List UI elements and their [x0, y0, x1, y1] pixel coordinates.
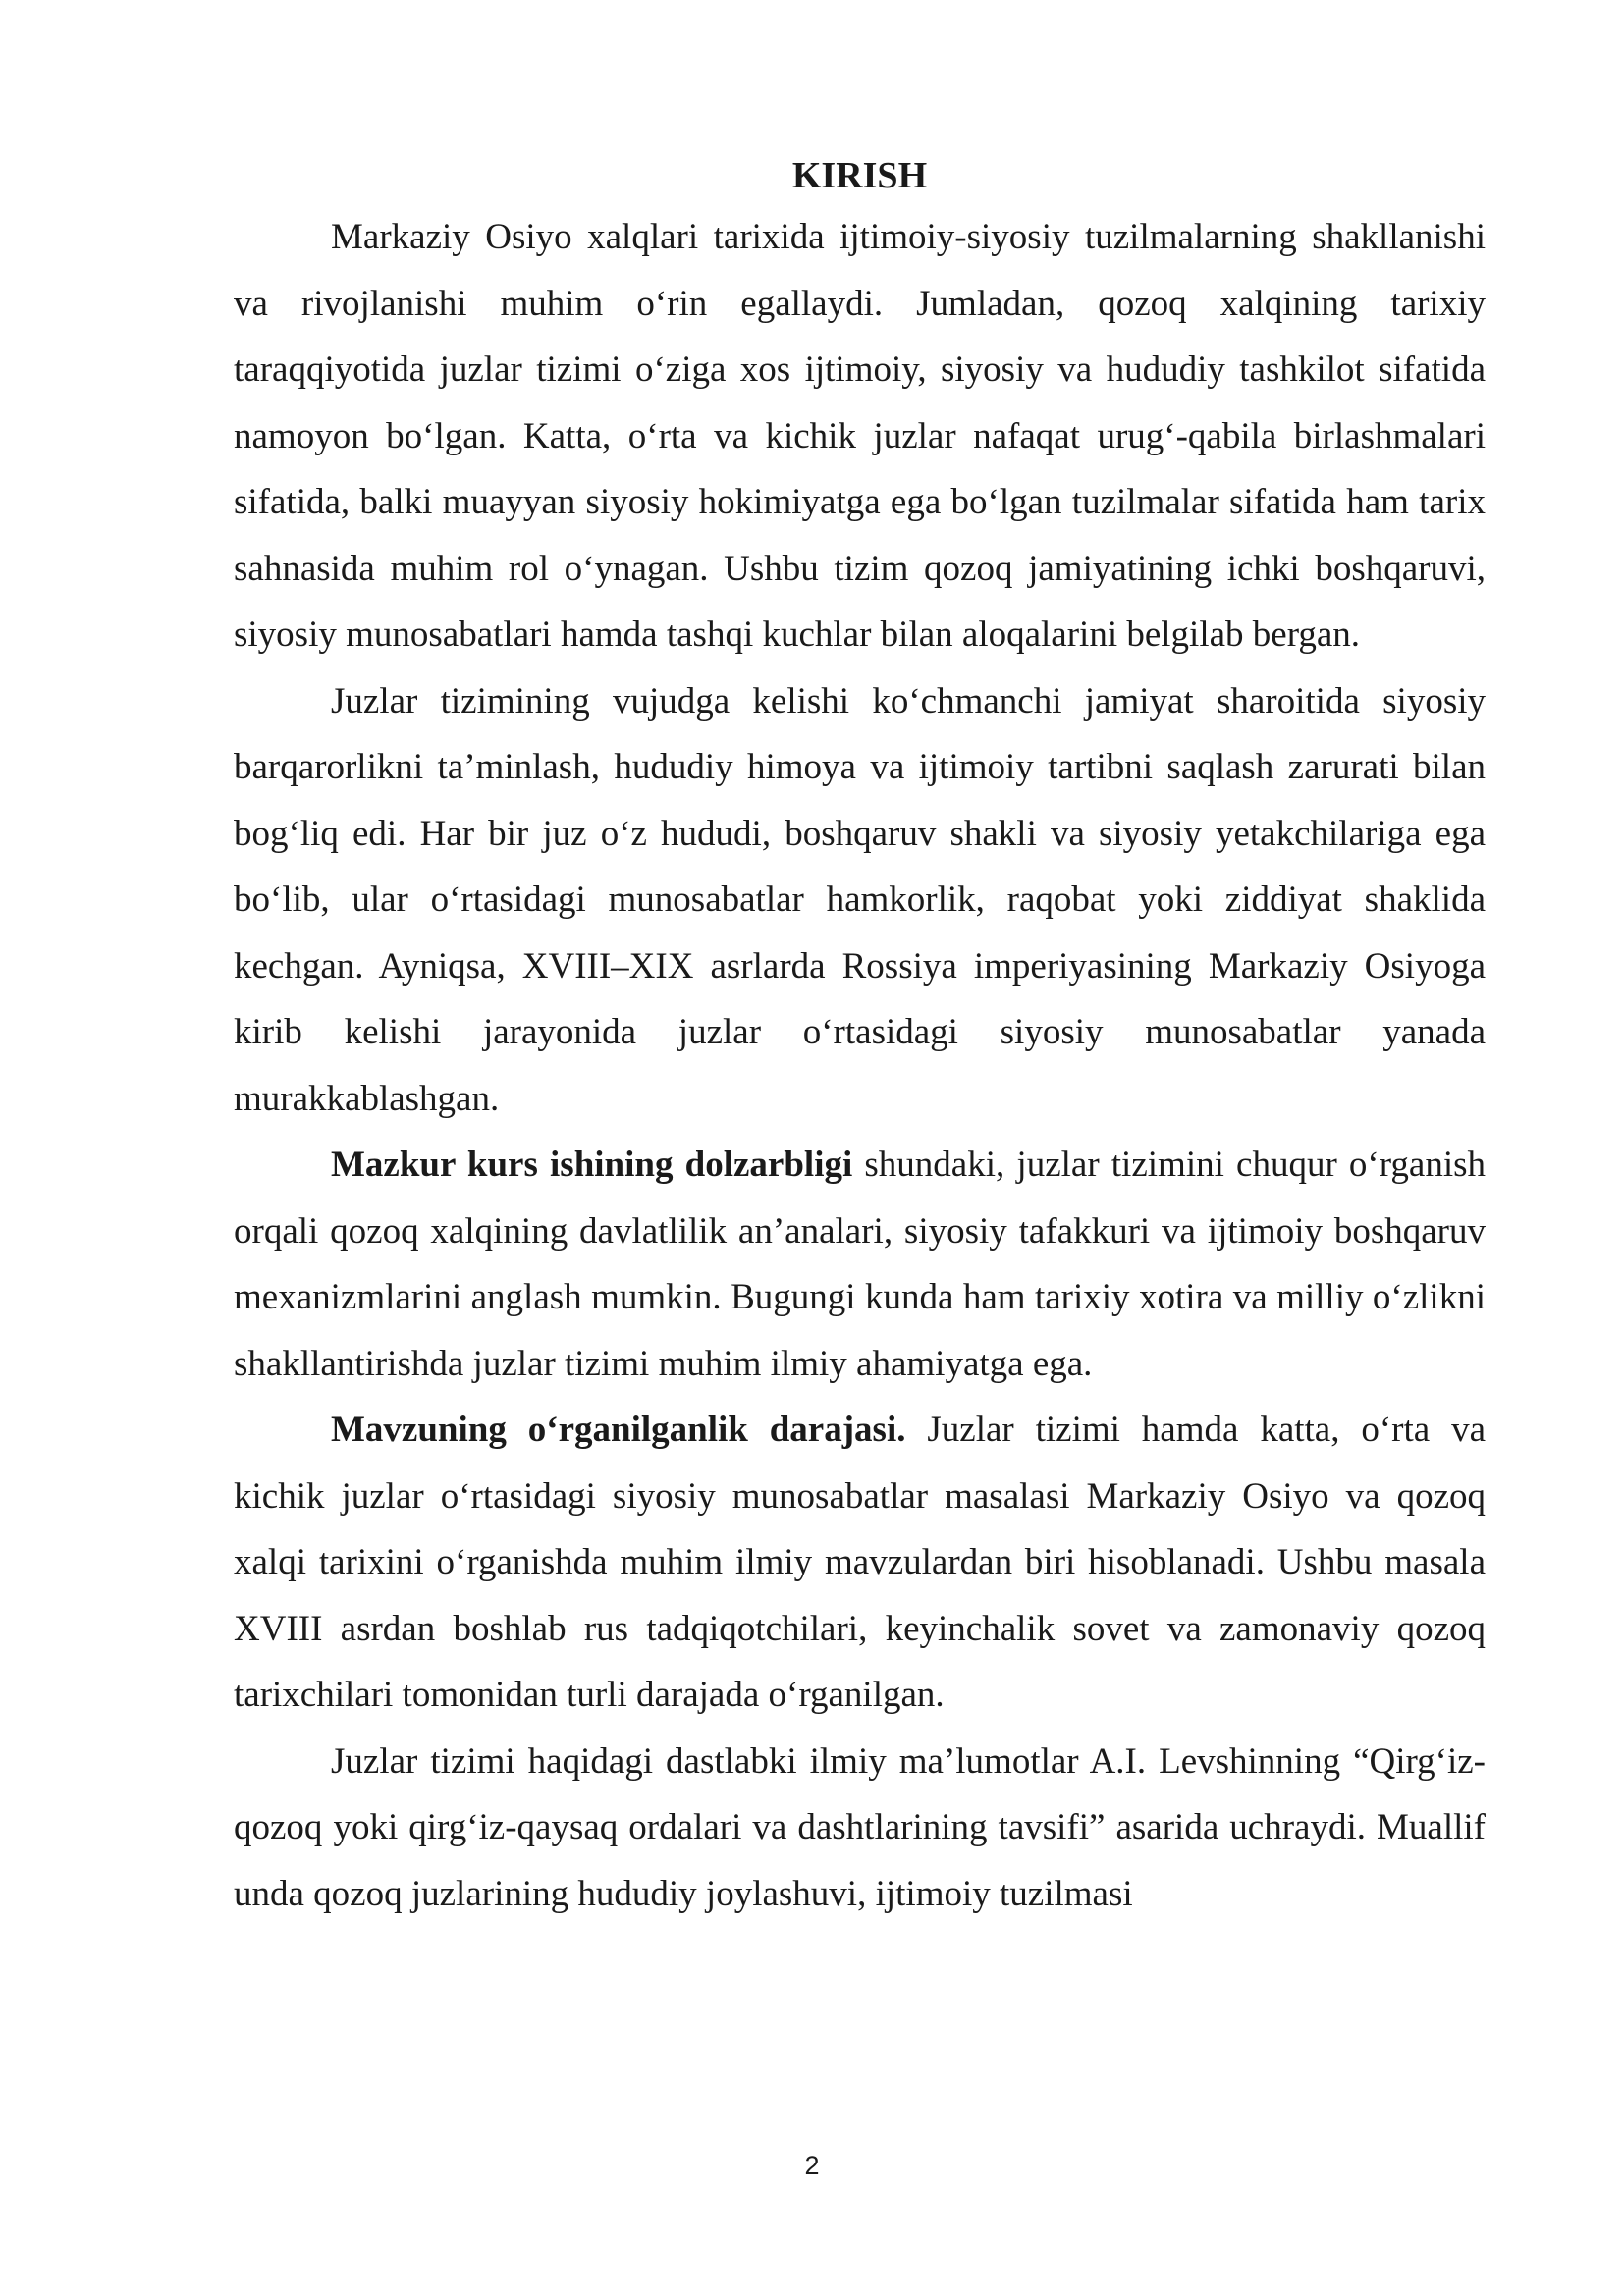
document-heading: KIRISH	[791, 155, 928, 196]
paragraph-lead: Mavzuning o‘rganilganlik darajasi.	[331, 1410, 906, 1450]
paragraph-text: Juzlar tizimi haqidagi dastlabki ilmiy ma’lumotlar A.I. Levshinning “Qirg‘iz-qozoq yoki qirg‘iz-qaysaq ordalari va dashtlarining tavsifi” asarida uchraydi. Muallif unda qozoq juzlarining hududiy joylashuvi, ijtimoiy tuzilmasi	[234, 1740, 1486, 1914]
page-number: 2	[804, 2151, 820, 2180]
paragraph-text: shundaki, juzlar tizimini chuqur o‘rganish orqali qozoq xalqining davlatlilik an’analari, siyosiy tafakkuri va ijtimoiy boshqaruv mexanizmlarini anglash mumkin. Bugungi kunda ham tarixiy xotira va milliy o‘zlikni shakllantirishda juzlar tizimi muhim ilmiy ahamiyatga ega.	[234, 1145, 1486, 1384]
paragraph-text: Juzlar tizimi hamda katta, o‘rta va kichik juzlar o‘rtasidagi siyosiy munosabatlar masalasi Markaziy Osiyo va qozoq xalqi tarixini o‘rganishda muhim ilmiy mavzulardan biri hisoblanadi. Ushbu masala XVIII asrdan boshlab rus tadqiqotchilari, keyinchalik sovet va zamonaviy qozoq tarixchilari tomonidan turli darajada o‘rganilgan.	[234, 1410, 1487, 1715]
paragraph-intro	[234, 204, 1486, 668]
paragraph-lead: Mazkur kurs ishining dolzarbligi	[331, 1145, 853, 1185]
paragraph-text: Markaziy Osiyo xalqlari tarixida ijtimoiy-siyosiy tuzilmalarning shakllanishi va rivojlanishi muhim o‘rin egallaydi. Jumladan, qozoq xalqining tarixiy taraqqiyotida juzlar tizimi o‘ziga xos ijtimoiy, siyosiy va hududiy tashkilot sifatida namoyon bo‘lgan. Katta, o‘rta va kichik juzlar nafaqat urug‘-qabila birlashmalari sifatida, balki muayyan siyosiy hokimiyatga ega bo‘lgan tuzilmalar sifatida ham tarix sahnasida muhim rol o‘ynagan. Ushbu tizim qozoq jamiyatining ichki boshqaruvi, siyosiy munosabatlari hamda tashqi kuchlar bilan aloqalarini belgilab bergan.	[234, 217, 1486, 655]
paragraph-juz-origin	[234, 668, 1486, 1133]
document-page	[234, 147, 1486, 1927]
paragraph-relevance	[234, 1132, 1486, 1397]
paragraph-levshin	[234, 1729, 1486, 1928]
paragraph-text: Juzlar tizimining vujudga kelishi ko‘chmanchi jamiyat sharoitida siyosiy barqarorlikni ta’minlash, hududiy himoya va ijtimoiy tartibni saqlash zarurati bilan bog‘liq edi. Har bir juz o‘z hududi, boshqaruv shakli va siyosiy yetakchilariga ega bo‘lib, ular o‘rtasidagi munosabatlar hamkorlik, raqobat yoki ziddiyat shaklida kechgan. Ayniqsa, XVIII–XIX asrlarda Rossiya imperiyasining Markaziy Osiyoga kirib kelishi jarayonida juzlar o‘rtasidagi siyosiy munosabatlar yanada murakkablashgan.	[234, 680, 1486, 1119]
paragraph-study-level	[234, 1397, 1486, 1729]
